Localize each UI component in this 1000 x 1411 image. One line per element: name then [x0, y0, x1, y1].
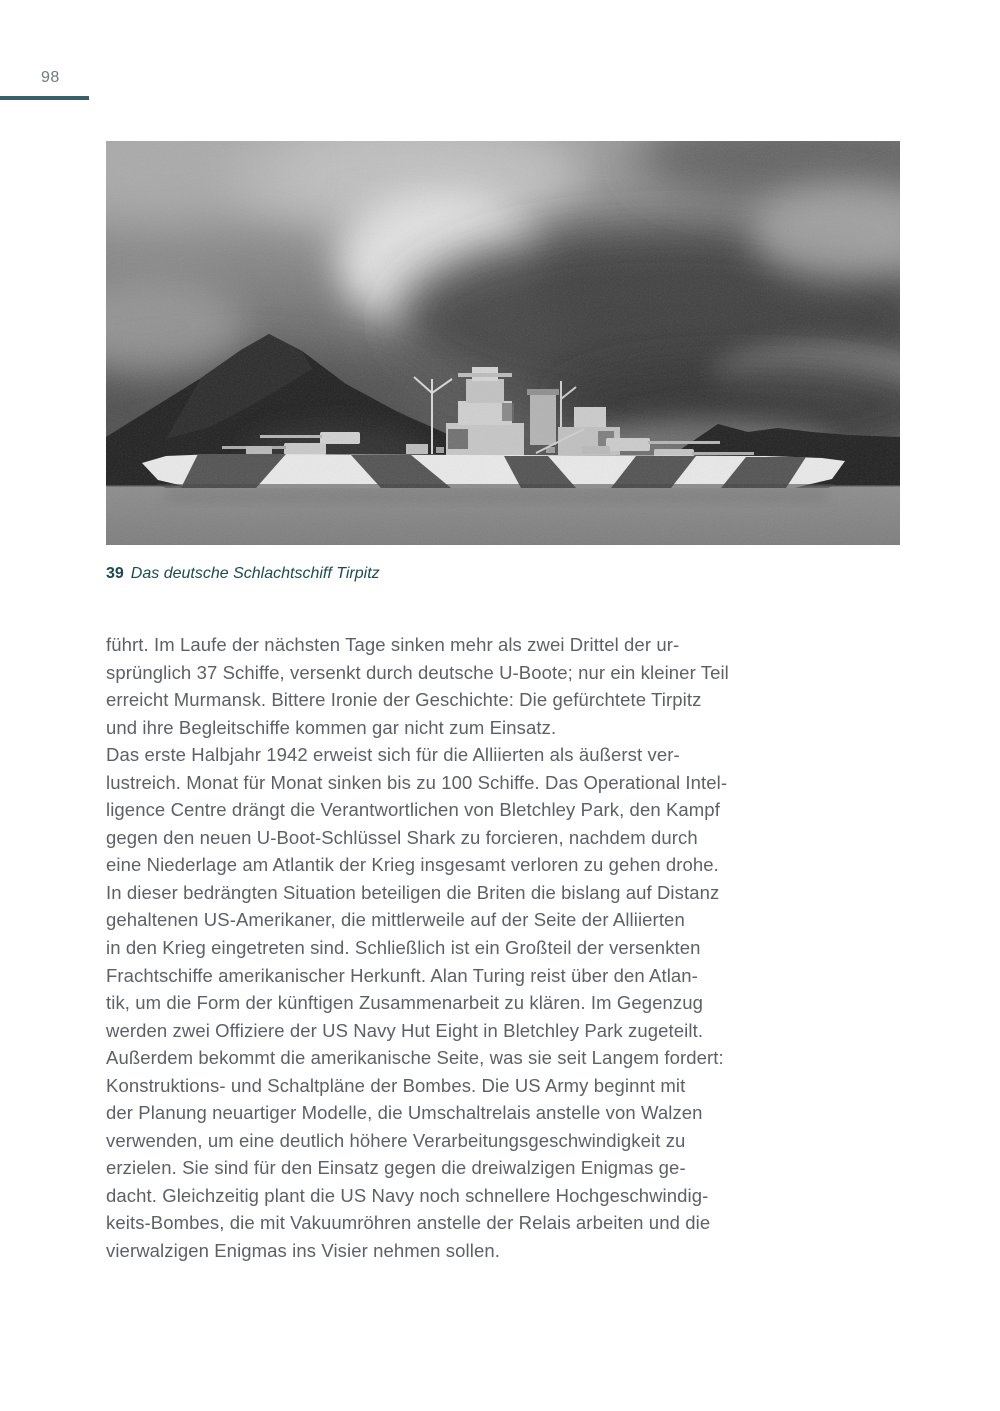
text-line: erzielen. Sie sind für den Einsatz gegen die dreiwalzigen Enigmas ge- — [106, 1157, 686, 1179]
text-line: Frachtschiffe amerikanischer Herkunft. Alan Turing reist über den Atlan- — [106, 964, 698, 986]
battleship-photo — [106, 141, 900, 545]
figure-number: 39 — [106, 565, 124, 582]
text-line: Außerdem bekommt die amerikanische Seite, was sie seit Langem fordert: — [106, 1047, 724, 1069]
text-line: erreicht Murmansk. Bittere Ironie der Geschichte: Die gefürchtete Tirpitz — [106, 689, 702, 711]
text-line: sprünglich 37 Schiffe, versenkt durch deutsche U-Boote; nur ein kleiner Teil — [106, 661, 729, 683]
text-line: in den Krieg eingetreten sind. Schließlich ist ein Großteil der versenkten — [106, 937, 701, 959]
figure-caption-text: Das deutsche Schlachtschiff Tirpitz — [130, 565, 380, 582]
page-number: 98 — [41, 69, 60, 86]
text-line: gehaltenen US-Amerikaner, die mittlerweile auf der Seite der Alliierten — [106, 909, 685, 931]
text-line: führt. Im Laufe der nächsten Tage sinken mehr als zwei Drittel der ur- — [106, 634, 680, 655]
battleship-photo-art — [106, 141, 900, 545]
text-line: verwenden, um eine deutlich höhere Verarbeitungsgeschwindigkeit zu — [106, 1129, 686, 1151]
text-line: der Planung neuartiger Modelle, die Umschaltrelais anstelle von Walzen — [106, 1102, 703, 1124]
text-line: tik, um die Form der künftigen Zusammenarbeit zu klären. Im Gegenzug — [106, 992, 704, 1014]
text-line: Konstruktions- und Schaltpläne der Bombes. Die US Army beginnt mit — [106, 1074, 686, 1096]
text-line: In dieser bedrängten Situation beteiligen die Briten die bislang auf Distanz — [106, 881, 720, 903]
text-line: werden zwei Offiziere der US Navy Hut Eight in Bletchley Park zugeteilt. — [106, 1019, 704, 1041]
figure-caption — [106, 565, 380, 583]
text-line: ligence Centre drängt die Verantwortlichen von Bletchley Park, den Kampf — [106, 799, 720, 821]
text-line: und ihre Begleitschiffe kommen gar nicht zum Einsatz. — [106, 716, 557, 738]
text-line: keits-Bombes, die mit Vakuumröhren anstelle der Relais arbeiten und die — [106, 1212, 711, 1234]
text-line: eine Niederlage am Atlantik der Krieg insgesamt verloren zu gehen drohe. — [106, 854, 719, 876]
text-line: Das erste Halbjahr 1942 erweist sich für die Alliierten als äußerst ver- — [106, 744, 680, 766]
body-text — [106, 631, 806, 1265]
text-line: gegen den neuen U-Boot-Schlüssel Shark zu forcieren, nachdem durch — [106, 826, 698, 848]
text-line: vierwalzigen Enigmas ins Visier nehmen sollen. — [106, 1240, 500, 1262]
header-rule — [0, 96, 89, 100]
text-line: dacht. Gleichzeitig plant die US Navy noch schnellere Hochgeschwindig- — [106, 1184, 709, 1206]
text-line: lustreich. Monat für Monat sinken bis zu 100 Schiffe. Das Operational Intel- — [106, 771, 728, 793]
